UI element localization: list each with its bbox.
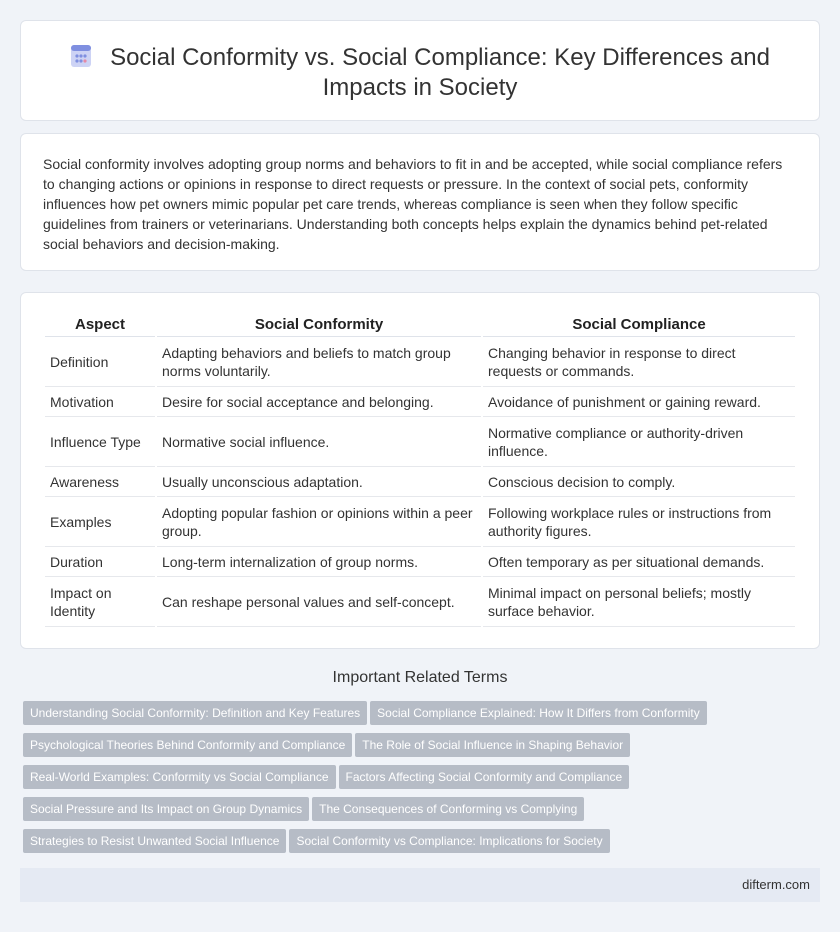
table-cell: Changing behavior in response to direct requests or commands. [483, 337, 795, 387]
table-cell: Adapting behaviors and beliefs to match group norms voluntarily. [157, 337, 481, 387]
table-row [45, 417, 795, 467]
related-terms-list [20, 701, 820, 861]
table-cell: Duration [45, 547, 155, 577]
comparison-table [43, 313, 797, 627]
table-cell: Normative social influence. [157, 417, 481, 467]
table-row [45, 577, 795, 627]
related-term-link[interactable]: The Role of Social Influence in Shaping Behavior [355, 733, 630, 757]
related-term-link[interactable]: Real-World Examples: Conformity vs Social Compliance [23, 765, 336, 789]
table-row [45, 547, 795, 577]
table-cell: Examples [45, 497, 155, 547]
table-cell: Usually unconscious adaptation. [157, 467, 481, 497]
footer [20, 868, 820, 902]
related-terms-heading: Important Related Terms [332, 669, 508, 686]
page-title [21, 43, 819, 103]
related-term-link[interactable]: Psychological Theories Behind Conformity and Compliance [23, 733, 352, 757]
table-cell: Following workplace rules or instructions from authority figures. [483, 497, 795, 547]
related-term-link[interactable]: The Consequences of Conforming vs Complying [312, 797, 584, 821]
related-term-link[interactable]: Understanding Social Conformity: Definition and Key Features [23, 701, 367, 725]
table-row [45, 497, 795, 547]
title-card [20, 20, 820, 121]
table-cell: Influence Type [45, 417, 155, 467]
page-title-text: Social Conformity vs. Social Compliance: Key Differences and Impacts in Society [110, 44, 770, 101]
table-cell: Normative compliance or authority-driven influence. [483, 417, 795, 467]
related-term-link[interactable]: Social Pressure and Its Impact on Group Dynamics [23, 797, 309, 821]
related-term-link[interactable]: Strategies to Resist Unwanted Social Influence [23, 829, 286, 853]
table-cell: Definition [45, 337, 155, 387]
document-icon [70, 44, 92, 68]
comparison-card [20, 292, 820, 649]
table-row [45, 387, 795, 417]
table-cell: Awareness [45, 467, 155, 497]
table-cell: Impact on Identity [45, 577, 155, 627]
table-row [45, 337, 795, 387]
table-header-row [45, 313, 795, 337]
table-cell: Can reshape personal values and self-concept. [157, 577, 481, 627]
intro-card [20, 133, 820, 271]
related-term-link[interactable]: Social Conformity vs Compliance: Implications for Society [289, 829, 609, 853]
table-row [45, 467, 795, 497]
table-cell: Conscious decision to comply. [483, 467, 795, 497]
table-cell: Minimal impact on personal beliefs; mostly surface behavior. [483, 577, 795, 627]
intro-text: Social conformity involves adopting group norms and behaviors to fit in and be accepted, while social compliance refers to changing actions or opinions in response to direct requests or pressure. In the context of social pets, conformity influences how pet owners mimic popular pet care trends, whereas compliance is seen when they follow specific guidelines from trainers or veterinarians. Understanding both concepts helps explain the dynamics behind pet-related social behaviors and decision-making. [43, 156, 783, 252]
table-cell: Adopting popular fashion or opinions within a peer group. [157, 497, 481, 547]
column-header: Social Compliance [483, 313, 795, 337]
footer-site[interactable]: difterm.com [742, 877, 810, 892]
table-cell: Avoidance of punishment or gaining reward. [483, 387, 795, 417]
table-cell: Motivation [45, 387, 155, 417]
table-cell: Long-term internalization of group norms. [157, 547, 481, 577]
table-cell: Desire for social acceptance and belonging. [157, 387, 481, 417]
column-header: Aspect [45, 313, 155, 337]
related-terms-section [20, 669, 820, 861]
column-header: Social Conformity [157, 313, 481, 337]
related-term-link[interactable]: Factors Affecting Social Conformity and Compliance [339, 765, 630, 789]
related-term-link[interactable]: Social Compliance Explained: How It Differs from Conformity [370, 701, 707, 725]
table-cell: Often temporary as per situational demands. [483, 547, 795, 577]
